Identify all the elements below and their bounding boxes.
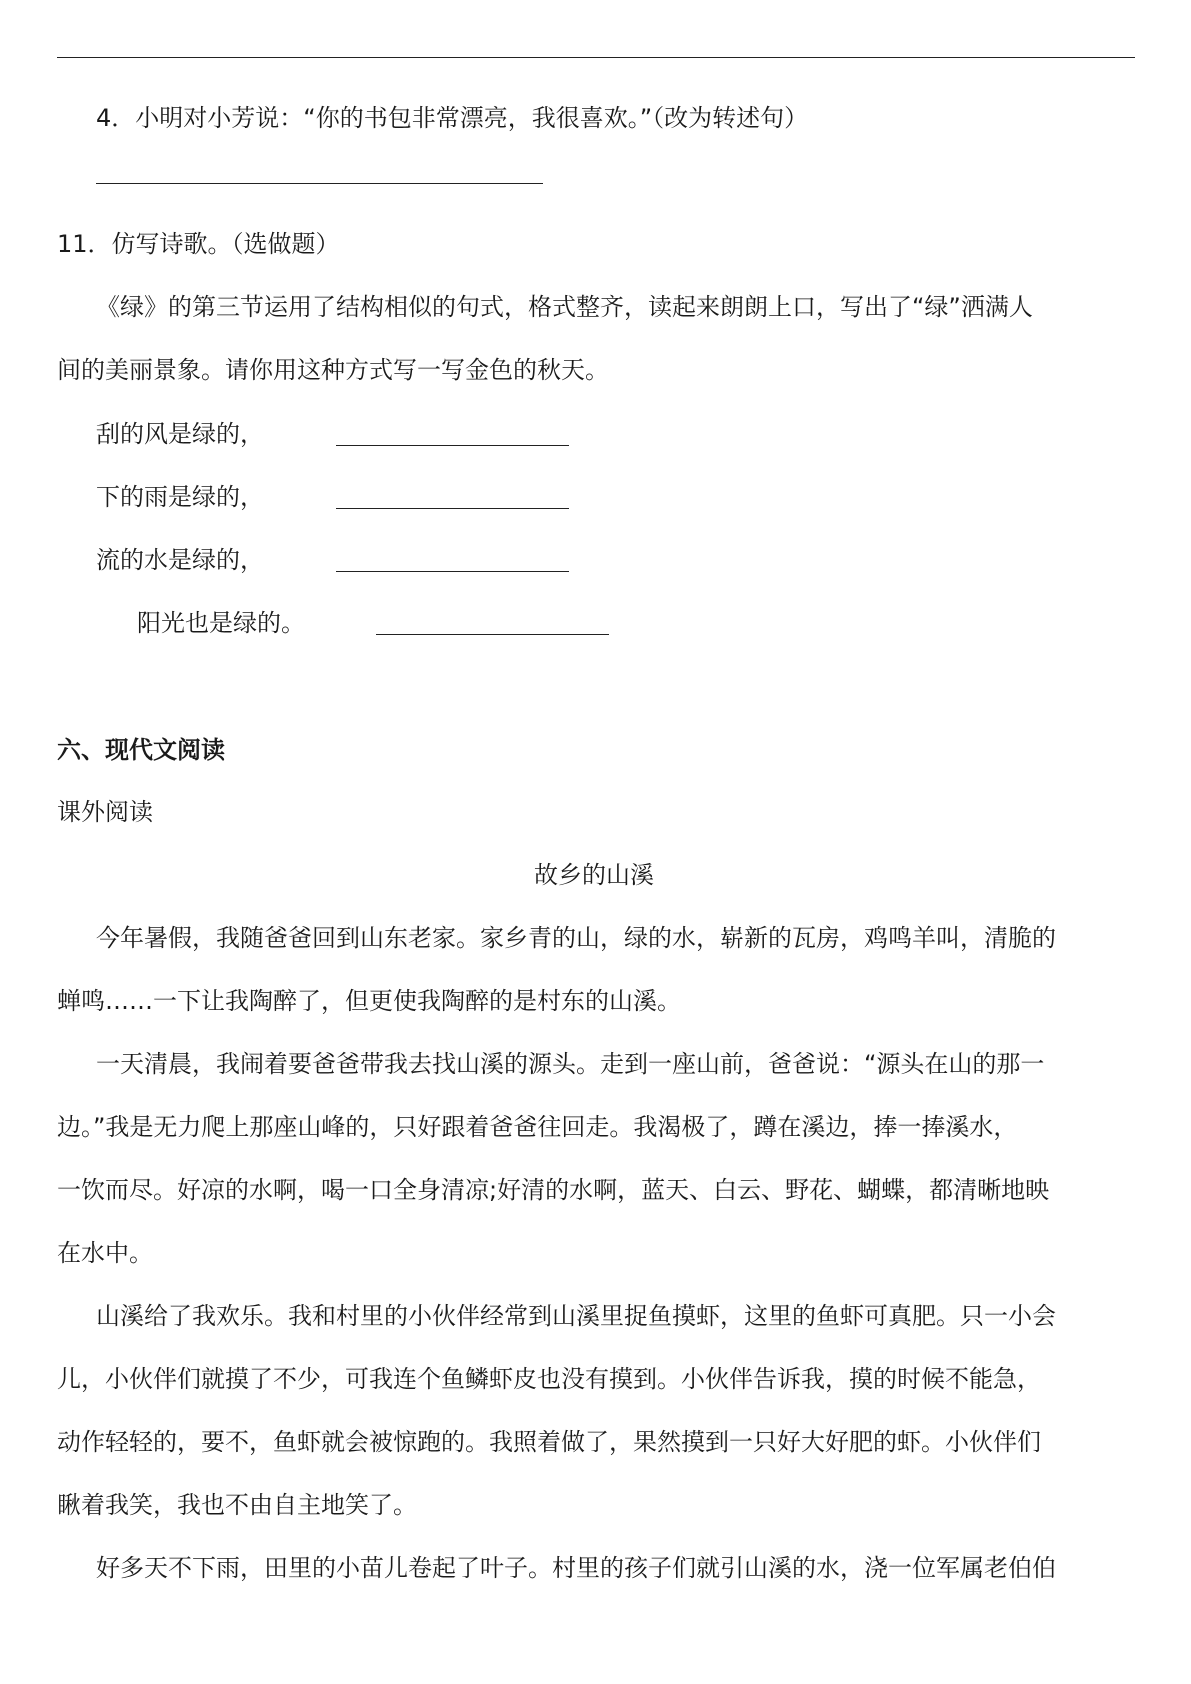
poem-answer-blank-1[interactable] <box>336 445 569 446</box>
passage-line: 今年暑假，我随爸爸回到山东老家。家乡青的山，绿的水，崭新的瓦房，鸡鸣羊叫，清脆的 <box>96 924 1056 952</box>
answer-blank-q4[interactable] <box>96 183 543 184</box>
section-6-heading: 六、现代文阅读 <box>57 736 225 764</box>
poem-line-1: 刮的风是绿的， <box>96 420 264 448</box>
passage-line: 儿，小伙伴们就摸了不少，可我连个鱼鳞虾皮也没有摸到。小伙伴告诉我，摸的时候不能急， <box>57 1365 1041 1393</box>
passage-line: 动作轻轻的，要不，鱼虾就会被惊跑的。我照着做了，果然摸到一只好大好肥的虾。小伙伴们 <box>57 1428 1041 1456</box>
section-6-subheading: 课外阅读 <box>57 798 153 826</box>
passage-line: 边。”我是无力爬上那座山峰的，只好跟着爸爸往回走。我渴极了，蹲在溪边，捧一捧溪水， <box>57 1113 1018 1141</box>
question-11-title: 11．仿写诗歌。（选做题） <box>57 230 340 258</box>
poem-line-3: 流的水是绿的， <box>96 546 264 574</box>
poem-answer-blank-3[interactable] <box>336 571 569 572</box>
poem-answer-blank-4[interactable] <box>376 634 609 635</box>
poem-line-2: 下的雨是绿的， <box>96 483 264 511</box>
header-rule <box>57 57 1135 58</box>
passage-line: 好多天不下雨，田里的小苗儿卷起了叶子。村里的孩子们就引山溪的水，浇一位军属老伯伯 <box>96 1554 1056 1582</box>
poem-answer-blank-2[interactable] <box>336 508 569 509</box>
question-11-intro-line-2: 间的美丽景象。请你用这种方式写一写金色的秋天。 <box>57 356 609 384</box>
passage-line: 一天清晨，我闹着要爸爸带我去找山溪的源头。走到一座山前，爸爸说：“源头在山的那一 <box>96 1050 1045 1078</box>
question-11-intro-line-1: 《绿》的第三节运用了结构相似的句式，格式整齐，读起来朗朗上口，写出了“绿”洒满人 <box>96 293 1033 321</box>
passage-line: 蝉鸣……一下让我陶醉了，但更使我陶醉的是村东的山溪。 <box>57 987 681 1015</box>
passage-line: 在水中。 <box>57 1239 153 1267</box>
question-4-text: 4．小明对小芳说：“你的书包非常漂亮，我很喜欢。”（改为转述句） <box>96 104 809 132</box>
passage-line: 瞅着我笑，我也不由自主地笑了。 <box>57 1491 417 1519</box>
poem-line-4: 阳光也是绿的。 <box>137 609 305 637</box>
passage-title: 故乡的山溪 <box>534 861 654 889</box>
passage-line: 山溪给了我欢乐。我和村里的小伙伴经常到山溪里捉鱼摸虾，这里的鱼虾可真肥。只一小会 <box>96 1302 1056 1330</box>
passage-line: 一饮而尽。好凉的水啊，喝一口全身清凉;好清的水啊，蓝天、白云、野花、蝴蝶，都清晰地映 <box>57 1176 1050 1204</box>
